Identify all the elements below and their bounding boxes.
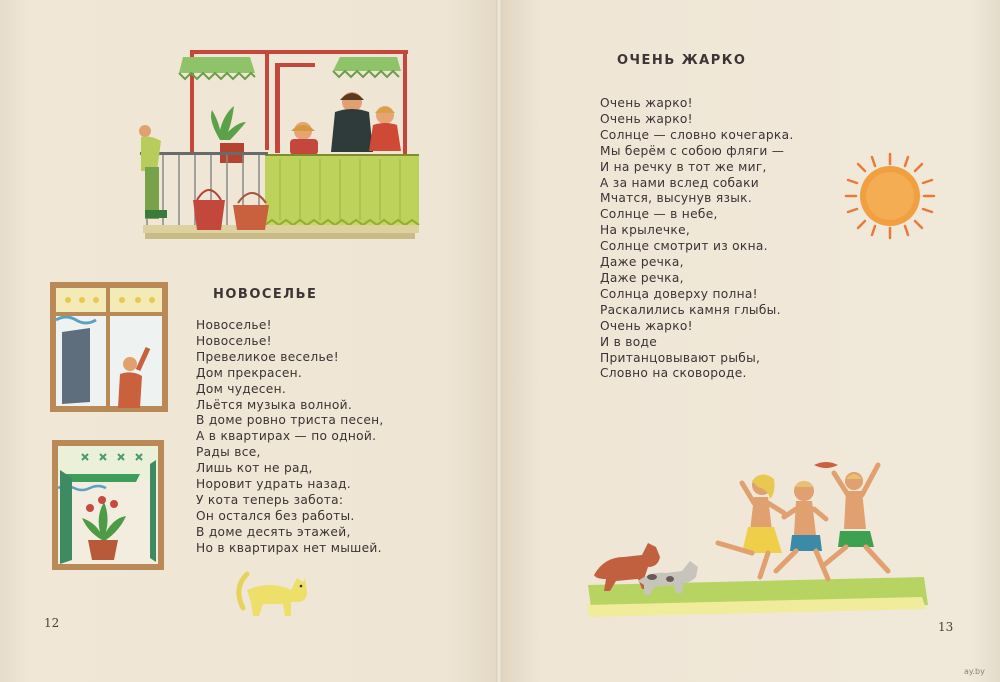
poem-line: Но в квартирах нет мышей. (196, 540, 382, 555)
poem-line: Солнце смотрит из окна. (600, 239, 768, 254)
poem-line: Раскалились камня глыбы. (600, 302, 781, 317)
poem-line: Очень жарко! (600, 96, 693, 110)
poem-line: Новоселье! (196, 318, 272, 332)
poem-line: Солнца доверху полна! (600, 286, 758, 301)
poem-line: На крылечке, (600, 223, 691, 238)
poem-line: А за нами вслед собаки (600, 175, 759, 190)
window-illustration-flowers (52, 440, 164, 570)
poem-line: В доме ровно триста песен, (196, 413, 384, 428)
poem-line: Рады все, (196, 445, 261, 460)
poem-line: Он остался без работы. (196, 508, 355, 523)
poem-line: Очень жарко! (600, 111, 693, 126)
left-poem-text (196, 318, 384, 557)
poem-line: Дом чудесен. (196, 381, 287, 396)
poem-line: И в воде (600, 334, 658, 349)
left-page-number: 12 (44, 616, 60, 630)
poem-line: Словно на сковороде. (600, 366, 747, 381)
poem-line: Мчатся, высунув язык. (600, 191, 752, 206)
poem-line: Мы берём с собою фляги — (600, 143, 785, 158)
poem-line: У кота теперь забота: (196, 492, 344, 507)
poem-line: Очень жарко! (600, 318, 693, 333)
poem-line: Льётся музыка волной. (196, 397, 353, 412)
cat-illustration (233, 568, 313, 618)
poem-line: Даже речка, (600, 270, 684, 285)
watermark: ay.by (964, 667, 985, 676)
poem-line: Солнце — словно кочегарка. (600, 127, 794, 142)
poem-line: Даже речка, (600, 255, 684, 270)
poem-line: Норовит удрать назад. (196, 477, 351, 492)
children-running-illustration (582, 455, 932, 620)
right-page-number: 13 (938, 620, 954, 634)
poem-line: Дом прекрасен. (196, 365, 303, 380)
right-poem-title: ОЧЕНЬ ЖАРКО (617, 53, 747, 68)
poem-line: Солнце — в небе, (600, 207, 718, 222)
balcony-illustration (135, 45, 425, 250)
poem-line: Лишь кот не рад, (196, 461, 313, 476)
poem-line: В доме десять этажей, (196, 524, 351, 539)
sun-illustration (842, 152, 938, 240)
poem-line: Превеликое веселье! (196, 349, 339, 364)
poem-line: А в квартирах — по одной. (196, 429, 377, 444)
book-spine (496, 0, 502, 682)
left-poem-title: НОВОСЕЛЬЕ (213, 287, 318, 302)
right-poem-text (600, 96, 794, 382)
poem-line: Новоселье! (196, 333, 272, 348)
poem-line: Пританцовывают рыбы, (600, 350, 761, 365)
window-illustration-boy (50, 282, 168, 412)
poem-line: И на речку в тот же миг, (600, 159, 767, 174)
